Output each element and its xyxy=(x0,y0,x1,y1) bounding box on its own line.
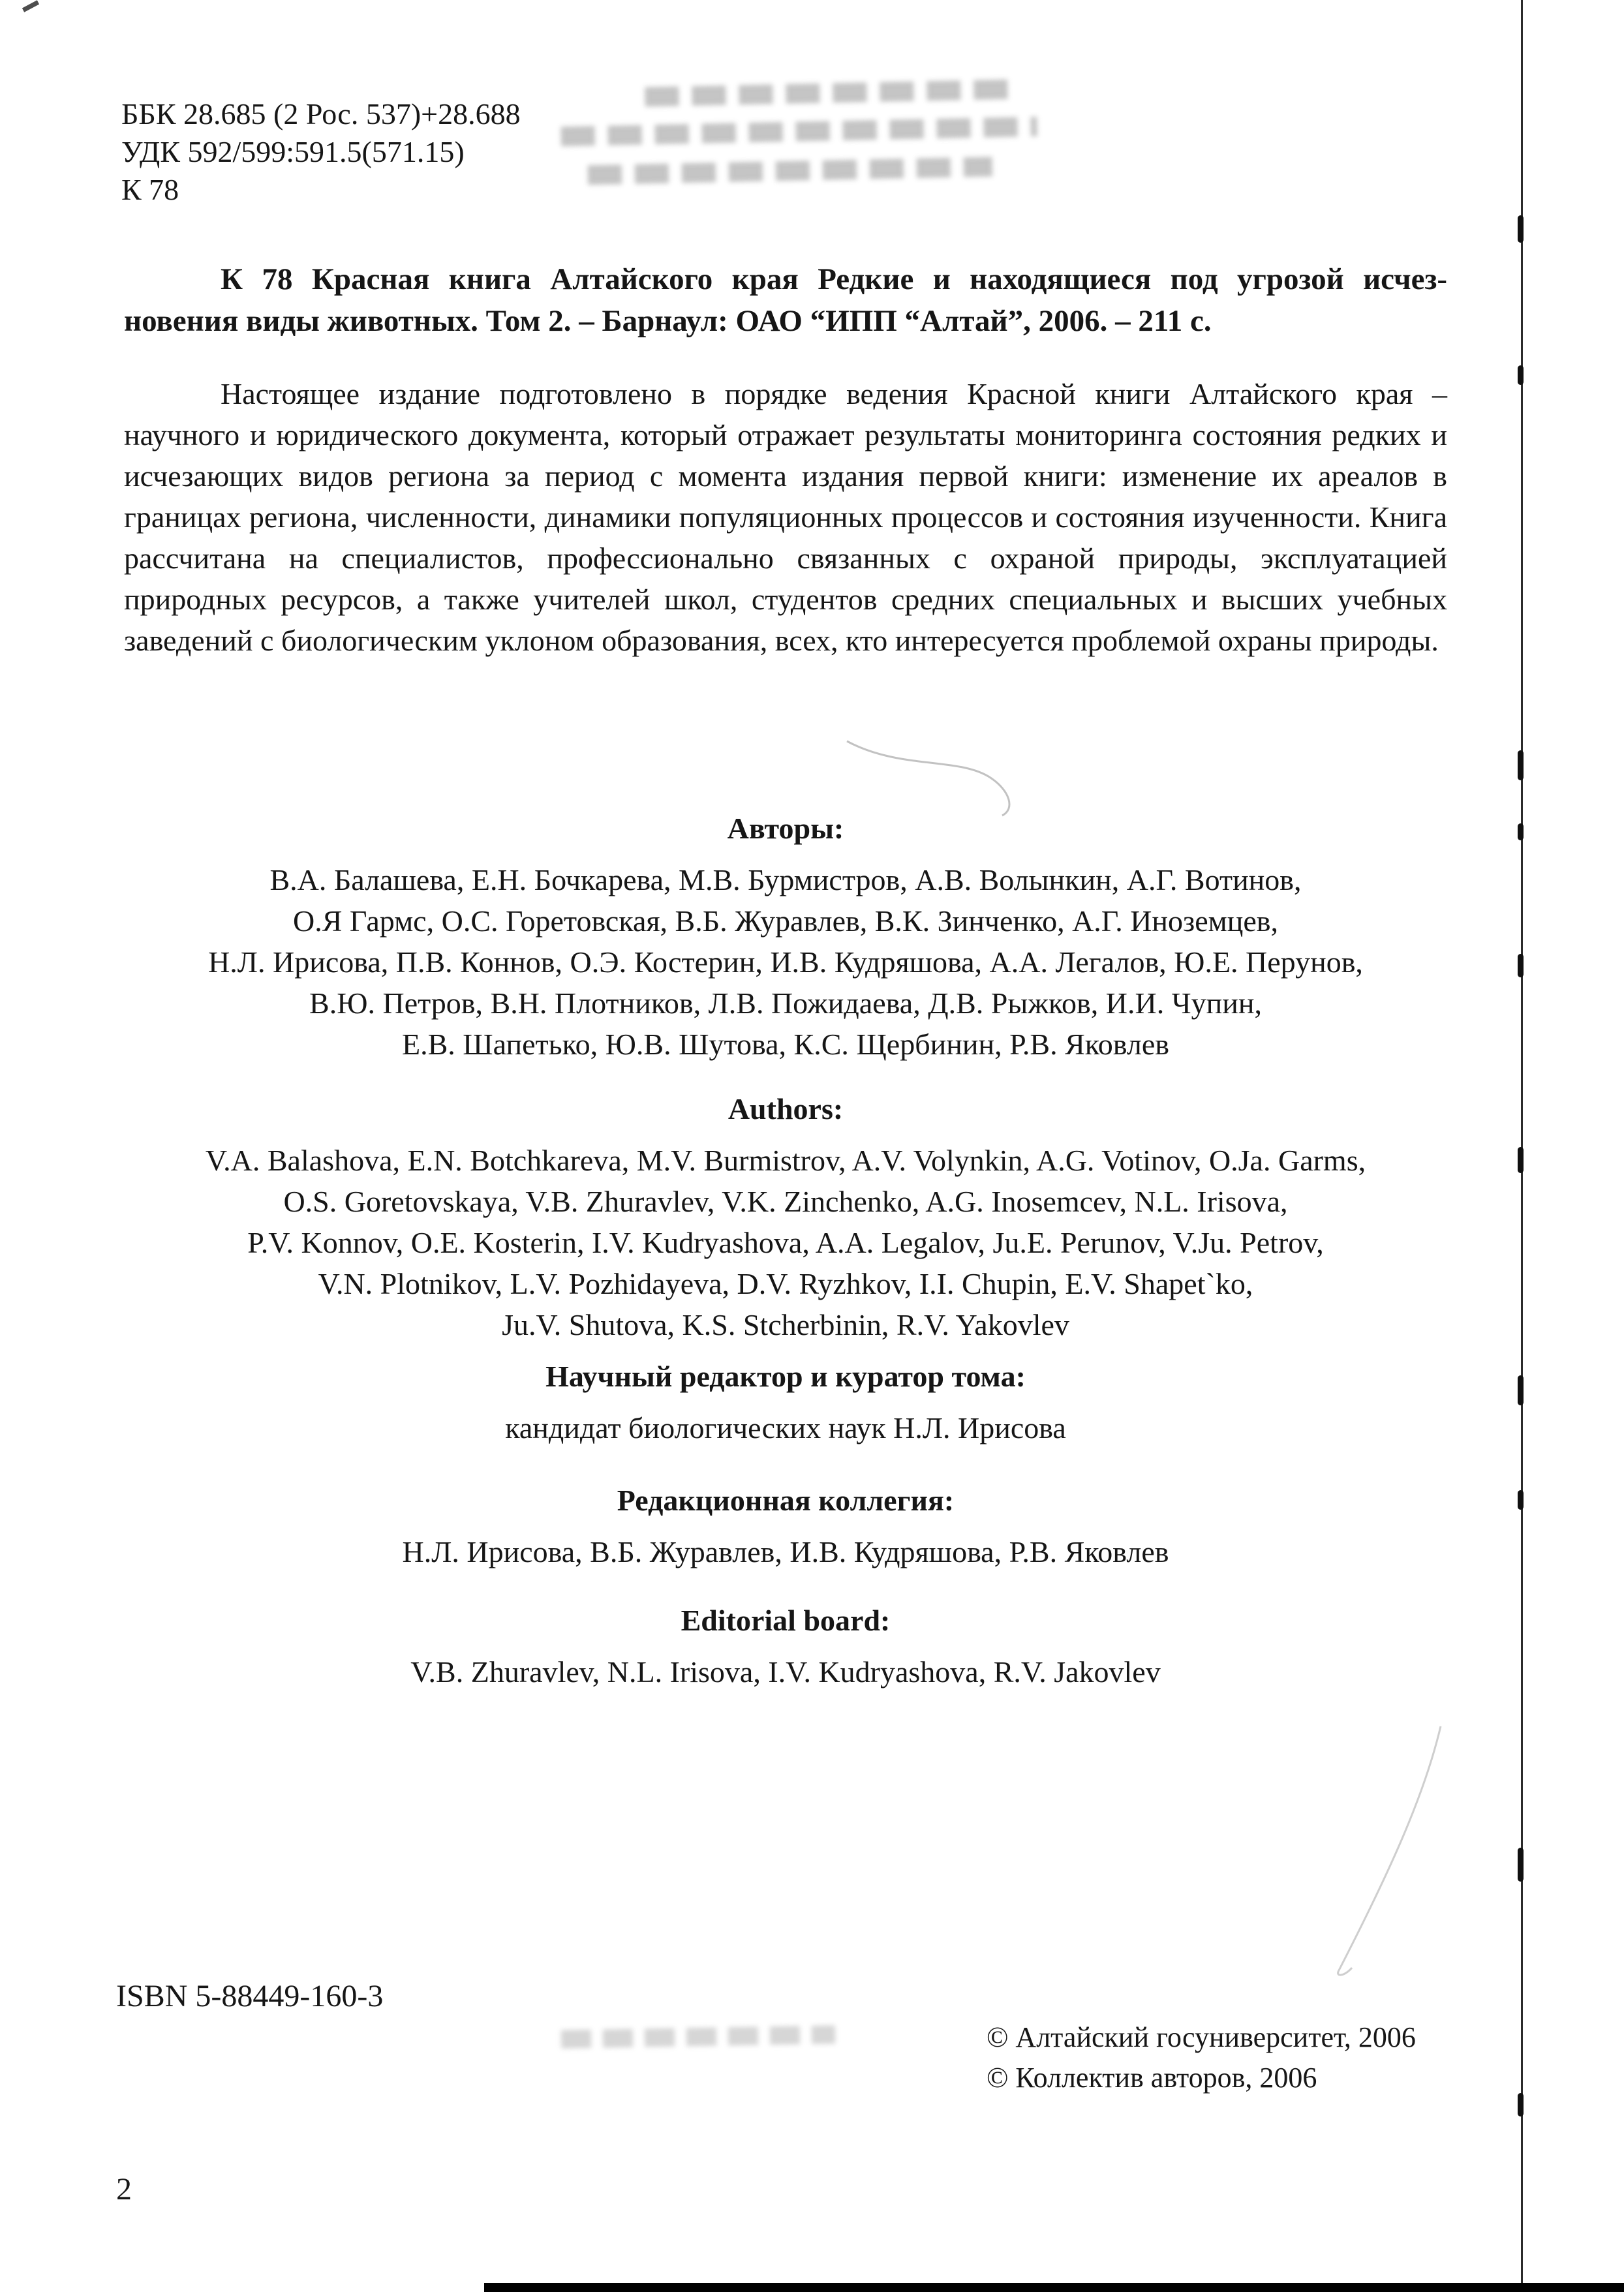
classification-code: К 78 xyxy=(121,173,179,206)
editorial-board-ru-members: Н.Л. Ирисова, В.Б. Журавлев, И.В. Кудряшова, Р.В. Яковлев xyxy=(402,1535,1169,1568)
bibliographic-entry-line: новения виды животных. Том 2. – Барнаул: ОАО “ИПП “Алтай”, 2006. – 211 с. xyxy=(124,304,1212,338)
copyright-university: © Алтайский госуниверситет, 2006 xyxy=(987,2021,1416,2053)
binding-ink-mark xyxy=(1518,1375,1524,1405)
authors-ru-line: Е.В. Шапетько, Ю.В. Шутова, К.С. Щербинин, Р.В. Яковлев xyxy=(402,1028,1169,1061)
authors-en-line: O.S. Goretovskaya, V.B. Zhuravlev, V.K. Zinchenko, A.G. Inosemcev, N.L. Irisova, xyxy=(283,1185,1288,1218)
binding-ink-mark xyxy=(1518,1147,1524,1173)
editorial-board-ru-heading: Редакционная коллегия: xyxy=(617,1484,955,1517)
binding-ink-mark xyxy=(1518,215,1524,243)
editorial-board-en-section xyxy=(124,1600,1447,1692)
binding-ink-mark xyxy=(1518,750,1524,780)
faded-stamp-line xyxy=(645,80,1011,107)
faded-stamp-line xyxy=(588,157,992,185)
catalog-codes xyxy=(121,95,521,209)
bottom-scan-bar xyxy=(484,2283,1624,2292)
authors-ru-line: О.Я Гармс, О.С. Горетовская, В.Б. Журавлев, В.К. Зинченко, А.Г. Иноземцев, xyxy=(293,904,1278,938)
binding-scan-line xyxy=(1521,0,1523,2292)
page-number: 2 xyxy=(116,2172,132,2207)
binding-ink-mark xyxy=(1518,823,1524,840)
udk-code: УДК 592/599:591.5(571.15) xyxy=(121,135,465,168)
bbk-code: ББК 28.685 (2 Рос. 537)+28.688 xyxy=(121,97,521,130)
faded-stamp xyxy=(547,78,1084,206)
faded-stamp-line xyxy=(560,117,1037,146)
pen-squiggle-mark xyxy=(842,723,1024,821)
copyright-block xyxy=(987,2017,1416,2098)
authors-en-heading: Authors: xyxy=(728,1092,844,1125)
authors-en-line: V.A. Balashova, E.N. Botchkareva, M.V. Burmistrov, A.V. Volynkin, A.G. Votinov, O.Ja. Garms, xyxy=(205,1144,1366,1177)
annotation-paragraph: Настоящее издание подготовлено в порядке ведения Красной книги Алтайского края – научного и юридического документа, который отражает результаты мониторинга состояния редких и исчезающих видов региона за период с момента издания первой книги: изменение их ареалов в границах региона, численности, динамики популяционных процессов и состояния изученности. Книга рассчитана на специалистов, профессионально связанных с охраной природы, эксплуатацией природных ресурсов, а также учителей школ, студентов средних специальных и высших учебных заведений с биологическим уклоном образования, всех, кто интересуется проблемой охраны природы. xyxy=(124,377,1447,657)
science-editor-name: кандидат биологических наук Н.Л. Ирисова xyxy=(505,1411,1066,1444)
binding-ink-mark xyxy=(1518,1848,1524,1882)
faded-bottom-stamp xyxy=(561,2025,835,2048)
isbn-text: ISBN 5-88449-160-3 xyxy=(116,1979,384,2013)
bibliographic-entry-line: К 78 Красная книга Алтайского края Редкие и находящиеся под угрозой исчез- xyxy=(221,262,1447,296)
bibliographic-entry xyxy=(124,258,1447,342)
binding-ink-mark xyxy=(1518,954,1524,977)
authors-en-line: V.N. Plotnikov, L.V. Pozhidayeva, D.V. Ryzhkov, I.I. Chupin, E.V. Shapet`ko, xyxy=(318,1267,1253,1300)
authors-ru-line: В.Ю. Петров, В.Н. Плотников, Л.В. Пожидаева, Д.В. Рыжков, И.И. Чупин, xyxy=(309,986,1262,1020)
authors-en-section xyxy=(124,1088,1447,1345)
authors-ru-section xyxy=(124,808,1447,1065)
authors-en-line: P.V. Konnov, O.E. Kosterin, I.V. Kudryashova, A.A. Legalov, Ju.E. Perunov, V.Ju. Petrov, xyxy=(247,1226,1324,1259)
authors-en-line: Ju.V. Shutova, K.S. Stcherbinin, R.V. Yakovlev xyxy=(502,1308,1069,1341)
editorial-board-en-members: V.B. Zhuravlev, N.L. Irisova, I.V. Kudryashova, R.V. Jakovlev xyxy=(410,1655,1161,1688)
binding-ink-mark xyxy=(1518,1490,1524,1510)
copyright-authors: © Коллектив авторов, 2006 xyxy=(987,2062,1317,2094)
editorial-board-ru-section xyxy=(124,1480,1447,1572)
editorial-board-en-heading: Editorial board: xyxy=(681,1604,891,1637)
pen-curve-mark xyxy=(1325,1721,1455,1982)
authors-ru-line: Н.Л. Ирисова, П.В. Коннов, О.Э. Костерин, И.В. Кудряшова, А.А. Легалов, Ю.Е. Перунов, xyxy=(208,945,1363,979)
authors-ru-line: В.А. Балашева, Е.Н. Бочкарева, М.В. Бурмистров, А.В. Волынкин, А.Г. Вотинов, xyxy=(269,863,1302,896)
binding-ink-mark xyxy=(1518,365,1524,385)
science-editor-section xyxy=(124,1356,1447,1448)
binding-ink-mark xyxy=(1518,2093,1524,2116)
science-editor-heading: Научный редактор и куратор тома: xyxy=(545,1360,1026,1393)
authors-ru-heading: Авторы: xyxy=(727,812,844,845)
scan-corner-mark xyxy=(22,0,39,12)
